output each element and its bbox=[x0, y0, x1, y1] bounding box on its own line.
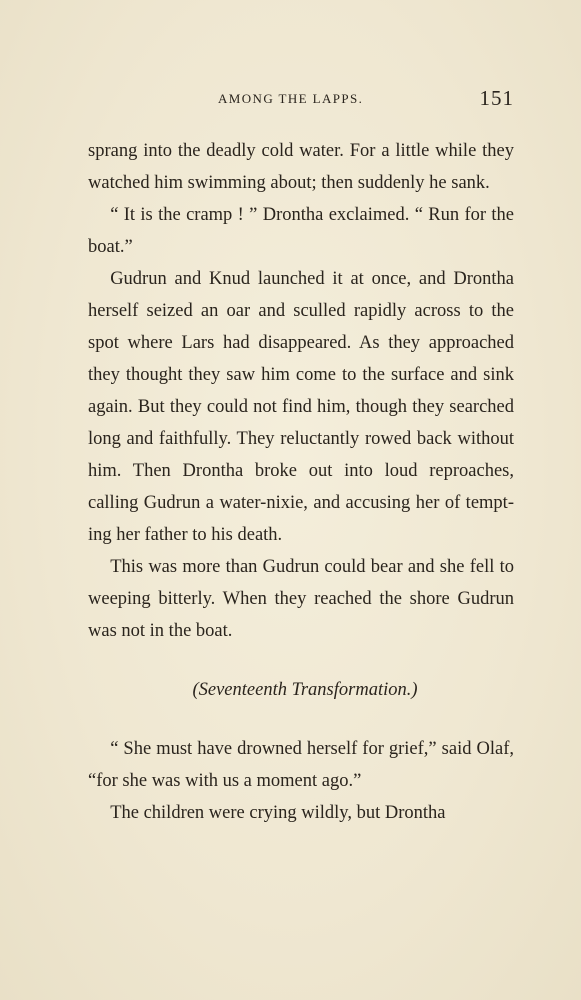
paragraph-4: This was more than Gudrun could bear and she fell to weeping bitterly. When they reached the shore Gudrun was not in the boat. bbox=[88, 557, 514, 641]
paragraph-6: The children were crying wildly, but Drontha bbox=[110, 803, 446, 823]
paragraph-5: “ She must have drowned herself for grief,” said Olaf, “for she was with us a moment ago.” bbox=[88, 739, 514, 791]
page-body bbox=[88, 135, 514, 829]
section-heading: (Seventeenth Transformation.) bbox=[192, 680, 418, 700]
page-number: 151 bbox=[479, 86, 514, 110]
paragraph-1: sprang into the deadly cold water. For a little while they watched him swimming about; then suddenly he sank. bbox=[88, 141, 514, 193]
paragraph-2: “ It is the cramp ! ” Drontha exclaimed. “ Run for the boat.” bbox=[88, 205, 514, 257]
page-header bbox=[88, 88, 514, 114]
running-head: AMONG THE LAPPS. bbox=[218, 91, 364, 106]
paragraph-3: Gudrun and Knud launched it at once, and Drontha herself seized an oar and sculled rapidly across to the spot where Lars had disappeared. As they approached they thought they saw him come to the surface and sink again. But they could not find him, though they searched long and faithfully. They reluctantly rowed back without him. Then Drontha broke out into loud reproaches, calling Gudrun a water-nixie, and accusing her of tempting her father to his death. bbox=[88, 269, 514, 545]
